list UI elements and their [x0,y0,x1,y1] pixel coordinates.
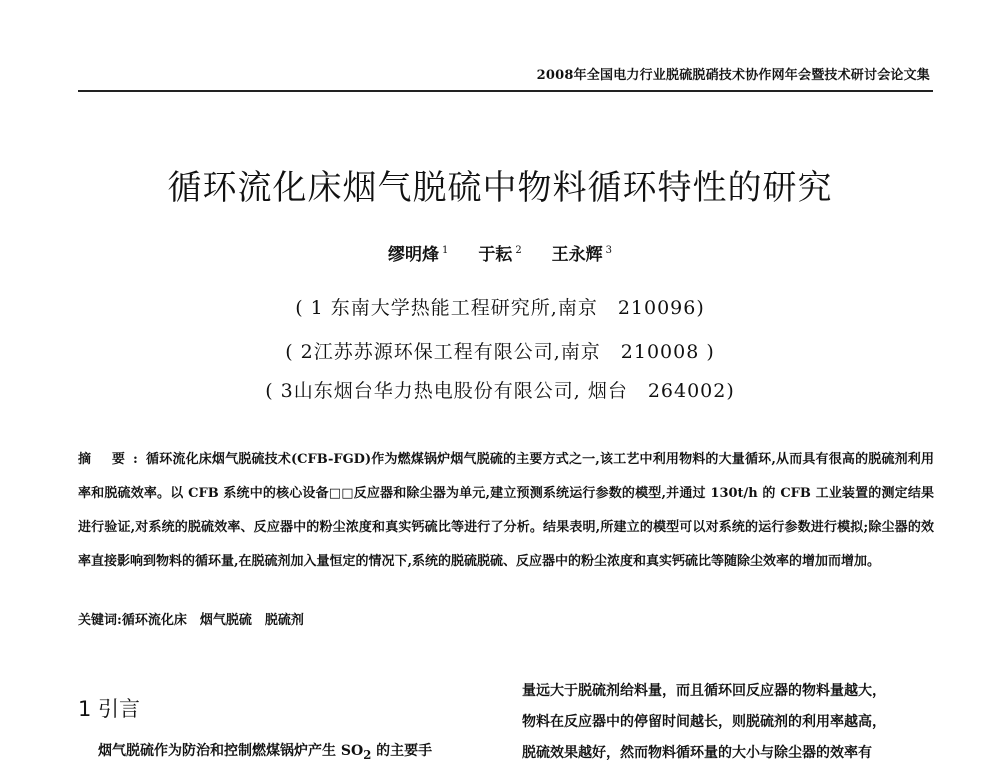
author-affiliation-mark: 3 [605,245,612,257]
affiliation-3: ( 3山东烟台华力热电股份有限公司, 烟台 264002) [265,380,735,402]
abstract [78,443,934,579]
author-1 [388,245,448,265]
left-column-paragraph [98,740,498,760]
affiliation-1: ( 1 东南大学热能工程研究所,南京 210096) [295,297,705,319]
section-heading: 1 引言 [78,697,141,721]
header-rule [78,90,933,92]
text-line: 量远大于脱硫剂给料量，而且循环回反应器的物料量越大， [522,683,886,699]
keywords-label: 关键词: [78,613,122,628]
abstract-text: 循环流化床烟气脱硫技术(CFB-FGD)作为燃煤锅炉烟气脱硫的主要方式之一,该工艺中利用物料的大量循环,从而具有很高的脱硫剂利用率和脱硫效率。以 CFB 系统中的核心设备□□反应器和除尘器为单元,建立预测系统运行参数的模型,并通过 130t/h 的 CFB 工业装置的测定结果进行验证,对系统的脱硫效率、反应器中的粉尘浓度和真实钙硫比等进行了分析。结果表明,所建立的模型可以对系统的运行参数进行模拟;除尘器的效率直接影响到物料的循环量,在脱硫剂加入量恒定的情况下,系统的脱硫脱硫、反应器中的粉尘浓度和真实钙硫比等随除尘效率的增加而增加。 [78,452,934,569]
author-list [0,240,1000,265]
author-name: 王永辉 [551,245,603,265]
author-name: 于耘 [478,245,513,265]
paragraph-text: 的主要手 [371,743,433,759]
running-header: 2008年全国电力行业脱硫脱硝技术协作网年会暨技术研讨会论文集 [536,68,930,83]
keywords [78,609,934,628]
author-2 [478,245,521,265]
author-name: 缪明烽 [388,245,440,265]
affiliation-2: ( 2江苏苏源环保工程有限公司,南京 210008 ) [285,341,715,363]
author-3 [552,245,612,265]
abstract-label: 摘 要: [78,452,146,467]
author-affiliation-mark: 1 [442,245,449,257]
paragraph-text: 烟气脱硫作为防治和控制燃煤锅炉产生 SO [98,743,364,759]
keywords-text: 循环流化床 烟气脱硫 脱硫剂 [121,613,304,628]
subscript: 2 [363,747,372,760]
paper-title: 循环流化床烟气脱硫中物料循环特性的研究 [167,168,833,208]
right-column-paragraph [522,676,934,760]
text-line: 物料在反应器中的停留时间越长，则脱硫剂的利用率越高， [522,714,886,730]
text-line: 脱硫效果越好，然而物料循环量的大小与除尘器的效率有 [522,745,872,760]
author-affiliation-mark: 2 [515,245,522,257]
